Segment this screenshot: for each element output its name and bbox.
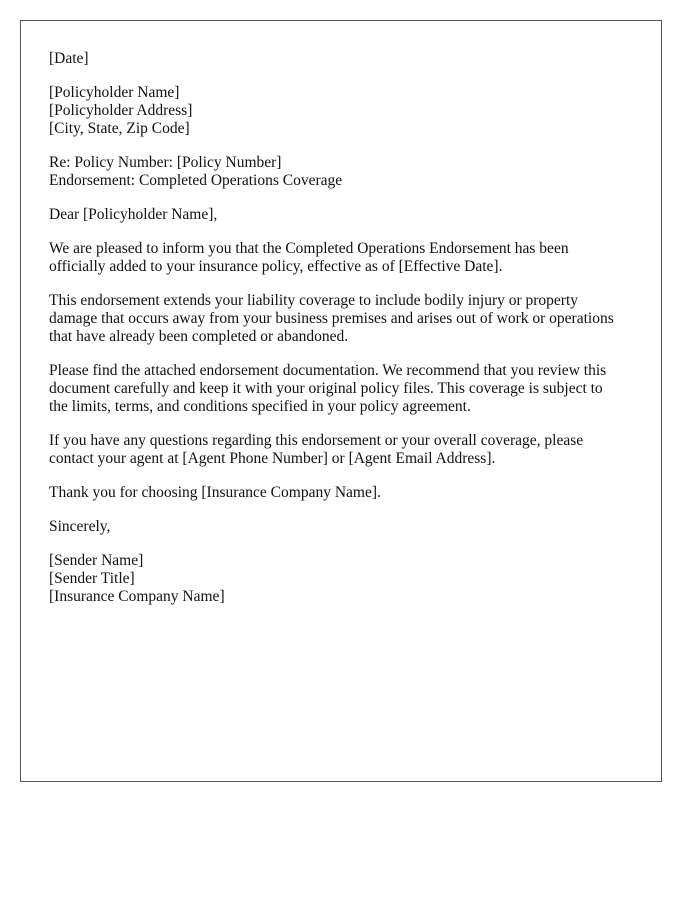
- paragraph-line: officially added to your insurance policy, effective as of [Effective Date].: [49, 258, 503, 275]
- thanks-block: [49, 484, 633, 502]
- salutation: Dear [Policyholder Name],: [49, 206, 218, 223]
- date-block: [49, 50, 633, 68]
- body-paragraph-3: [49, 362, 633, 416]
- signature-block: [49, 552, 633, 606]
- paragraph-line: document carefully and keep it with your original policy files. This coverage is subject to: [49, 380, 603, 397]
- sender-company: [Insurance Company Name]: [49, 588, 225, 605]
- paragraph-line: damage that occurs away from your business premises and arises out of work or operations: [49, 310, 614, 327]
- reference-block: [49, 154, 633, 190]
- paragraph-line: If you have any questions regarding this endorsement or your overall coverage, please: [49, 432, 584, 449]
- body-paragraph-4: [49, 432, 633, 468]
- paragraph-line: contact your agent at [Agent Phone Number] or [Agent Email Address].: [49, 450, 496, 467]
- paragraph-line: Please find the attached endorsement documentation. We recommend that you review this: [49, 362, 607, 379]
- endorsement-line: Endorsement: Completed Operations Coverage: [49, 172, 343, 189]
- paragraph-line: the limits, terms, and conditions specified in your policy agreement.: [49, 398, 471, 415]
- paragraph-line: We are pleased to inform you that the Completed Operations Endorsement has been: [49, 240, 569, 257]
- policy-number-line: Re: Policy Number: [Policy Number]: [49, 154, 282, 171]
- letter-date: [Date]: [49, 50, 89, 67]
- paragraph-line: that have already been completed or abandoned.: [49, 328, 349, 345]
- thank-you-line: Thank you for choosing [Insurance Company Name].: [49, 484, 381, 501]
- body-paragraph-2: [49, 292, 633, 346]
- recipient-name: [Policyholder Name]: [49, 84, 180, 101]
- paragraph-line: This endorsement extends your liability coverage to include bodily injury or property: [49, 292, 579, 309]
- body-paragraph-1: [49, 240, 633, 276]
- letter-document: [20, 20, 662, 782]
- recipient-address-block: [49, 84, 633, 138]
- sender-title: [Sender Title]: [49, 570, 135, 587]
- salutation-block: [49, 206, 633, 224]
- sender-name: [Sender Name]: [49, 552, 144, 569]
- closing: Sincerely,: [49, 518, 111, 535]
- closing-block: [49, 518, 633, 536]
- recipient-city-state-zip: [City, State, Zip Code]: [49, 120, 190, 137]
- recipient-address: [Policyholder Address]: [49, 102, 193, 119]
